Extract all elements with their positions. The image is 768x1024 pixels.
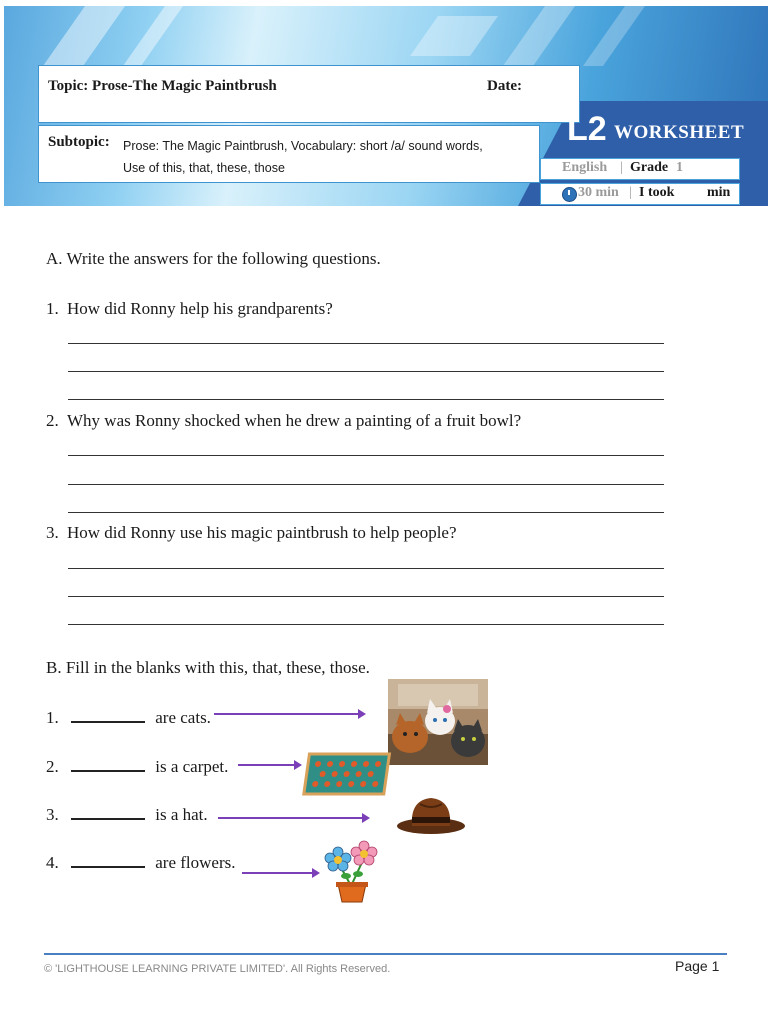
fill-item-4 bbox=[46, 852, 236, 873]
separator: | bbox=[629, 185, 632, 200]
question-3-number: 3. bbox=[46, 523, 59, 542]
page-number: Page 1 bbox=[675, 958, 720, 974]
section-b-title: B. Fill in the blanks with this, that, these, those. bbox=[46, 658, 370, 677]
hat-image bbox=[396, 790, 466, 836]
fill-item-3-text: is a hat. bbox=[155, 805, 208, 824]
question-1-number: 1. bbox=[46, 299, 59, 318]
footer-divider bbox=[44, 953, 727, 955]
arrow-icon bbox=[238, 764, 300, 766]
fill-blank[interactable] bbox=[71, 852, 145, 868]
arrow-icon bbox=[214, 713, 364, 715]
answer-line[interactable] bbox=[68, 484, 664, 485]
answer-line[interactable] bbox=[68, 371, 664, 372]
fill-item-2-text: is a carpet. bbox=[155, 757, 229, 776]
fill-blank[interactable] bbox=[71, 707, 145, 723]
fill-item-4-text: are flowers. bbox=[155, 853, 236, 872]
level-label: L2 bbox=[567, 110, 607, 148]
subtopic-line-2: Use of this, that, these, those bbox=[123, 161, 285, 175]
carpet-image bbox=[300, 750, 392, 802]
clock-icon bbox=[562, 187, 577, 202]
separator: | bbox=[620, 160, 623, 175]
flowers-image bbox=[320, 840, 382, 904]
fill-item-3 bbox=[46, 804, 208, 825]
i-took-label: I took bbox=[639, 185, 675, 200]
fill-item-1-number: 1. bbox=[46, 708, 59, 727]
subtopic-label: Subtopic: bbox=[48, 134, 110, 150]
question-2-text: Why was Ronny shocked when he drew a painting of a fruit bowl? bbox=[67, 411, 522, 430]
question-3-text: How did Ronny use his magic paintbrush to help people? bbox=[67, 523, 457, 542]
section-a-title: A. Write the answers for the following questions. bbox=[46, 249, 381, 268]
duration-label: 30 min bbox=[578, 185, 619, 200]
fill-blank[interactable] bbox=[71, 804, 145, 820]
answer-line[interactable] bbox=[68, 568, 664, 569]
fill-item-2-number: 2. bbox=[46, 757, 59, 776]
worksheet-label: WORKSHEET bbox=[614, 122, 745, 143]
fill-item-1 bbox=[46, 707, 211, 728]
date-label: Date: bbox=[487, 78, 522, 94]
subtopic-line-1: Prose: The Magic Paintbrush, Vocabulary: short /a/ sound words, bbox=[123, 139, 483, 153]
fill-item-4-number: 4. bbox=[46, 853, 59, 872]
question-1-text: How did Ronny help his grandparents? bbox=[67, 299, 333, 318]
fill-item-3-number: 3. bbox=[46, 805, 59, 824]
cats-image bbox=[388, 679, 488, 765]
answer-line[interactable] bbox=[68, 343, 664, 344]
answer-line[interactable] bbox=[68, 596, 664, 597]
question-2-number: 2. bbox=[46, 411, 59, 430]
arrow-icon bbox=[218, 817, 368, 819]
fill-item-2 bbox=[46, 756, 228, 777]
answer-line[interactable] bbox=[68, 512, 664, 513]
topic-label: Topic: Prose-The Magic Paintbrush bbox=[48, 78, 277, 94]
answer-line[interactable] bbox=[68, 399, 664, 400]
fill-blank[interactable] bbox=[71, 756, 145, 772]
answer-line[interactable] bbox=[68, 624, 664, 625]
min-label: min bbox=[707, 185, 731, 200]
subtopic-text bbox=[123, 135, 543, 179]
arrow-icon bbox=[242, 872, 318, 874]
subject-label: English bbox=[562, 160, 608, 175]
fill-item-1-text: are cats. bbox=[155, 708, 211, 727]
copyright-text: © 'LIGHTHOUSE LEARNING PRIVATE LIMITED'. All Rights Reserved. bbox=[44, 963, 391, 975]
answer-line[interactable] bbox=[68, 455, 664, 456]
grade-value: 1 bbox=[676, 160, 683, 175]
grade-label: Grade bbox=[630, 160, 669, 175]
